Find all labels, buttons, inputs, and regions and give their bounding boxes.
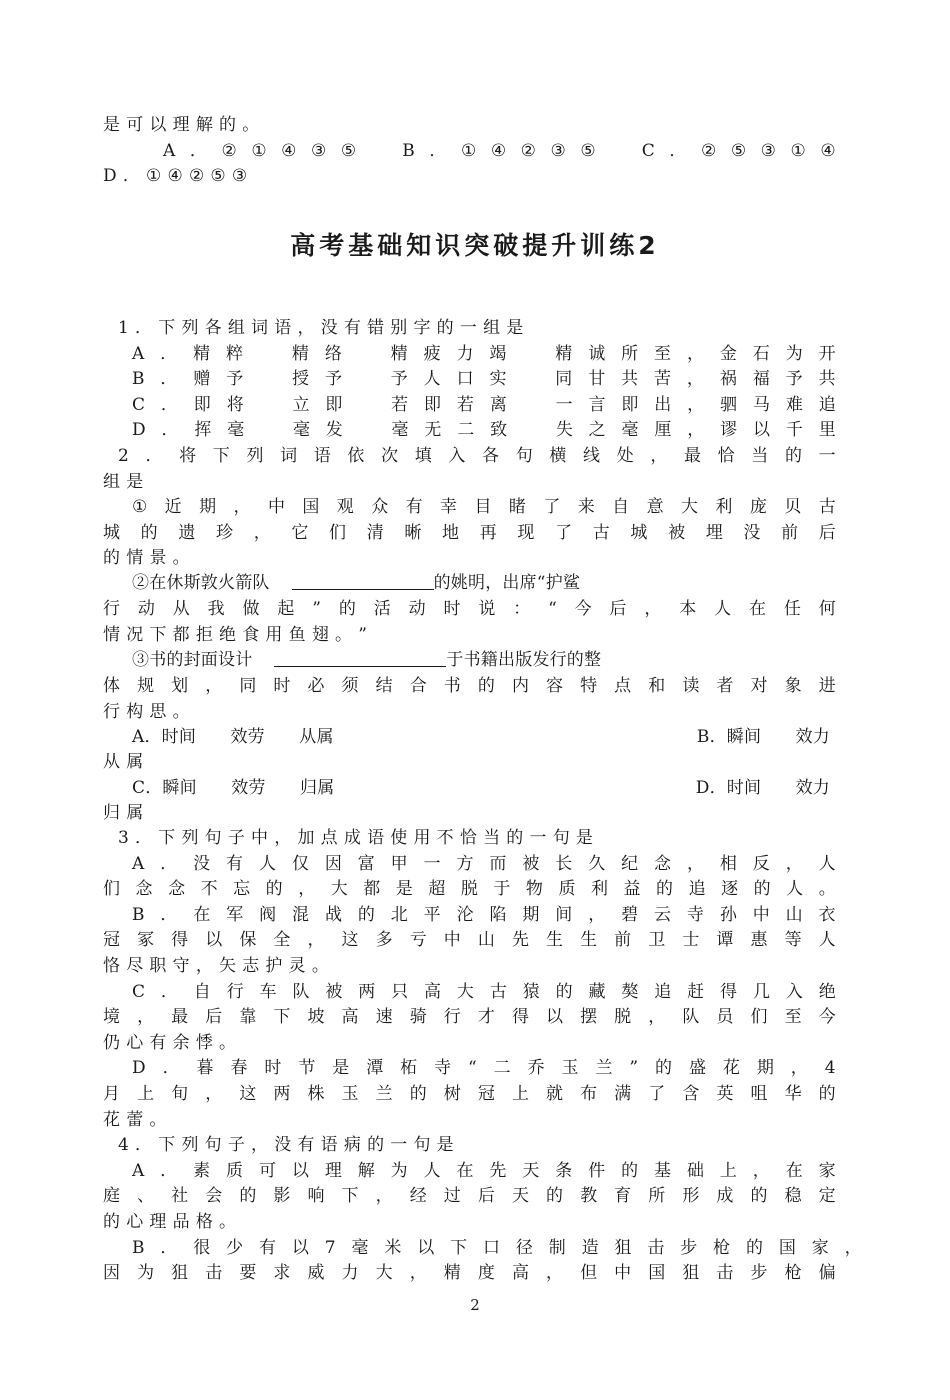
text-line: D ． 暮 春 时 节 是 潭 柘 寺 “ 二 乔 玉 兰 ” 的 盛 花 期 ， 4 xyxy=(132,1058,836,1079)
question-item-2 xyxy=(132,573,836,593)
text-line: ① 近 期 ， 中 国 观 众 有 幸 目 睹 了 来 自 意 大 利 庞 贝 古 xyxy=(132,497,836,518)
option-d: D．时间 效力 xyxy=(695,778,830,798)
option-d-wrap: 归 属 xyxy=(103,803,144,823)
text-line: 仍 心 有 余 悸 。 xyxy=(103,1032,237,1053)
text-line: 的 情 景 。 xyxy=(103,548,190,569)
answer-options: A ． ② ① ④ ③ ⑤ B ． ① ④ ② ③ ⑤ C ． ② ⑤ ③ ① ④ xyxy=(163,141,836,161)
text-line: 情 况 下 都 拒 绝 食 用 鱼 翅 。 ” xyxy=(103,624,368,645)
text-line: 冠 冢 得 以 保 全 ， 这 多 亏 中 山 先 生 生 前 卫 士 谭 惠 等 人 xyxy=(103,930,836,951)
page-number: 2 xyxy=(470,1296,480,1314)
text-line: C ． 即 将 立 即 若 即 若 离 一 言 即 出 ， 驷 马 难 追 xyxy=(132,394,836,415)
option-b-wrap: 从 属 xyxy=(103,752,144,772)
text-line: 4 ． 下 列 句 子 ， 没 有 语 病 的 一 句 是 xyxy=(118,1135,454,1156)
text-line: 恪 尽 职 守 ， 矢 志 护 灵 。 xyxy=(103,956,330,976)
text-line: 行 构 思 。 xyxy=(103,701,190,722)
page-title: 高考基础知识突破提升训练2 xyxy=(290,231,660,260)
text-line: 因 为 狙 击 要 求 威 力 大 ， 精 度 高 ， 但 中 国 狙 击 步 枪 偏 xyxy=(103,1263,836,1284)
text-line: 组 是 xyxy=(103,471,144,492)
text-line: B ． 赠 予 授 予 予 人 口 实 同 甘 共 苦 ， 祸 福 予 共 xyxy=(132,369,836,390)
item-text: 于书籍出版发行的整 xyxy=(446,650,602,670)
text-line: 境 ， 最 后 靠 下 坡 高 速 骑 行 才 得 以 摆 脱 ， 队 员 们 至 今 xyxy=(103,1007,836,1028)
option-b: B．瞬间 效力 xyxy=(696,727,830,747)
option-a: A．时间 效劳 从属 xyxy=(132,727,334,747)
text-line: 1 ． 下 列 各 组 词 语 ， 没 有 错 别 字 的 一 组 是 xyxy=(118,318,524,338)
text-line: D ． 挥 毫 毫 发 毫 无 二 致 失 之 毫 厘 ， 谬 以 千 里 xyxy=(132,420,836,441)
option-a-line xyxy=(132,727,836,747)
text-line: 们 念 念 不 忘 的 ， 大 都 是 超 脱 于 物 质 利 益 的 追 逐 的 人 。 xyxy=(103,879,836,900)
text-line: B ． 很 少 有 以 7 毫 米 以 下 口 径 制 造 狙 击 步 枪 的 国 家 ， xyxy=(132,1237,862,1258)
text-line: 花 蕾 。 xyxy=(103,1109,167,1130)
text-line: 的 心 理 品 格 。 xyxy=(103,1212,237,1232)
fill-blank xyxy=(274,650,446,667)
text-line: B ． 在 军 阀 混 战 的 北 平 沦 陷 期 间 ， 碧 云 寺 孙 中 山 衣 xyxy=(132,904,836,925)
fill-blank xyxy=(292,573,434,590)
text-line: A ． 没 有 人 仅 因 富 甲 一 方 而 被 长 久 纪 念 ， 相 反 ， 人 xyxy=(132,853,836,874)
item-text: ②在休斯敦火箭队 xyxy=(132,573,270,593)
text-line: 3 ． 下 列 句 子 中 ， 加 点 成 语 使 用 不 恰 当 的 一 句 是 xyxy=(118,828,594,848)
text-line: 体 规 划 ， 同 时 必 须 结 合 书 的 内 容 特 点 和 读 者 对 象 进 xyxy=(103,676,836,696)
text-line: A ． 精 粹 精 络 精 疲 力 竭 精 诚 所 至 ， 金 石 为 开 xyxy=(132,343,836,364)
item-text: ③书的封面设计 xyxy=(132,650,253,670)
option-c-line xyxy=(132,778,836,798)
answer-option-d: D ． ① ④ ② ⑤ ③ xyxy=(103,166,248,186)
text-line: 庭 、 社 会 的 影 响 下 ， 经 过 后 天 的 教 育 所 形 成 的 稳 定 xyxy=(103,1186,836,1207)
text-line: 月 上 旬 ， 这 两 株 玉 兰 的 树 冠 上 就 布 满 了 含 英 咀 华 的 xyxy=(103,1084,836,1104)
option-c: C．瞬间 效劳 归属 xyxy=(132,778,335,798)
text-line: C ． 自 行 车 队 被 两 只 高 大 古 猿 的 藏 獒 追 赶 得 几 入 绝 xyxy=(132,981,836,1002)
text-line: 2 ． 将 下 列 词 语 依 次 填 入 各 句 横 线 处 ， 最 恰 当 的 一 xyxy=(118,446,836,466)
item-text: 的姚明，出席“护鲨 xyxy=(433,573,581,593)
text-line: 城 的 遗 珍 ， 它 们 清 晰 地 再 现 了 古 城 被 埋 没 前 后 xyxy=(103,522,836,543)
text-line: 行 动 从 我 做 起 ” 的 活 动 时 说 ： “ 今 后 ， 本 人 在 任 何 xyxy=(103,599,836,619)
text-line: A ． 素 质 可 以 理 解 为 人 在 先 天 条 件 的 基 础 上 ， 在 家 xyxy=(132,1160,836,1181)
question-item-3 xyxy=(132,650,836,670)
text-line: 是 可 以 理 解 的 。 xyxy=(103,115,260,135)
